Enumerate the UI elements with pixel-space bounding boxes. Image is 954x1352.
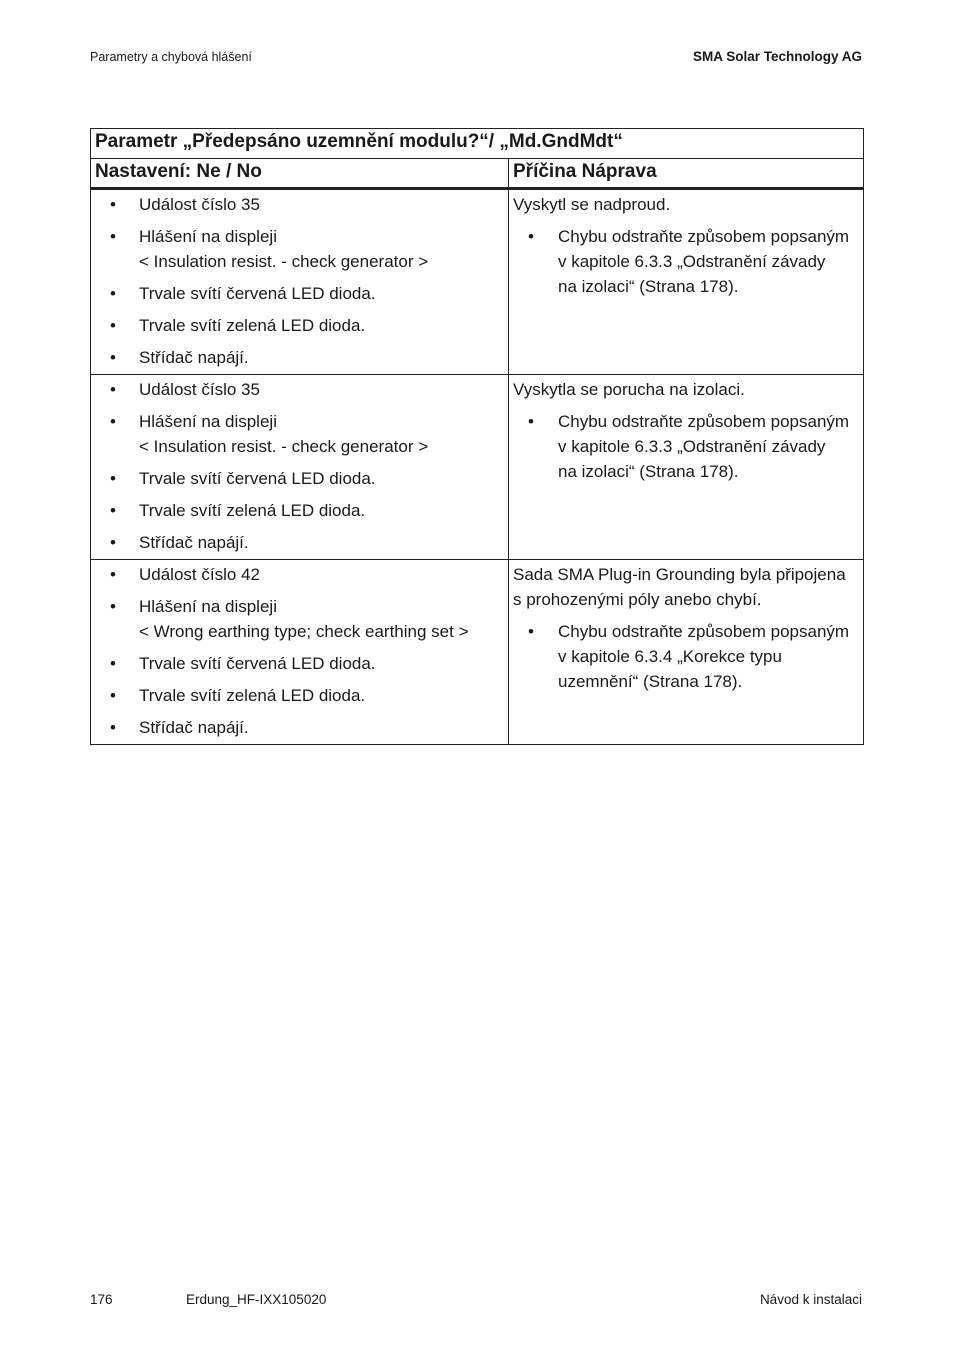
column-header-setting: Nastavení: Ne / No: [91, 159, 509, 189]
page-number: 176: [90, 1292, 113, 1307]
document-title: Návod k instalaci: [759, 1292, 862, 1307]
list-item: • Událost číslo 35: [91, 377, 508, 402]
cause-remedy-cell: [509, 560, 864, 745]
list-item: • Střídač napájí.: [91, 715, 508, 740]
list-item: • Střídač napájí.: [91, 530, 508, 555]
cause-text: Vyskytla se porucha na izolaci.: [513, 380, 745, 399]
header-section-title: Parametry a chybová hlášení: [90, 50, 252, 64]
list-item: • Trvale svítí zelená LED dioda.: [91, 313, 508, 338]
cause-text: Vyskytl se nadproud.: [513, 195, 671, 214]
remedy-item: • Chybu odstraňte způsobem popsaným v kapitole 6.3.3 „Odstranění závady na izolaci“ (Strana 178).: [513, 224, 859, 299]
cause-text: Sada SMA Plug-in Grounding byla připojena s prohozenými póly anebo chybí.: [513, 565, 846, 609]
list-item: • Střídač napájí.: [91, 345, 508, 370]
list-item: • Trvale svítí zelená LED dioda.: [91, 683, 508, 708]
list-item: • Událost číslo 42: [91, 562, 508, 587]
list-item: • Hlášení na displeji < Insulation resist. - check generator >: [91, 224, 508, 274]
cause-remedy-cell: [509, 375, 864, 560]
symptoms-cell: [91, 189, 509, 375]
column-header-cause: Příčina Náprava: [509, 159, 864, 189]
list-item: • Trvale svítí červená LED dioda.: [91, 651, 508, 676]
header-company: SMA Solar Technology AG: [692, 49, 862, 64]
parameter-table: [90, 128, 864, 745]
cause-remedy-cell: [509, 189, 864, 375]
list-item: • Hlášení na displeji < Insulation resist. - check generator >: [91, 409, 508, 459]
list-item: • Trvale svítí červená LED dioda.: [91, 466, 508, 491]
document-code: Erdung_HF-IXX105020: [186, 1292, 327, 1307]
remedy-item: • Chybu odstraňte způsobem popsaným v kapitole 6.3.4 „Korekce typu uzemnění“ (Strana 178).: [513, 619, 859, 694]
table-row: [91, 189, 864, 375]
symptoms-cell: [91, 375, 509, 560]
list-item: • Událost číslo 35: [91, 192, 508, 217]
list-item: • Trvale svítí zelená LED dioda.: [91, 498, 508, 523]
table-title: Parametr „Předepsáno uzemnění modulu?“/ „Md.GndMdt“: [91, 129, 864, 159]
table-row: [91, 375, 864, 560]
table-row: [91, 560, 864, 745]
remedy-item: • Chybu odstraňte způsobem popsaným v kapitole 6.3.3 „Odstranění závady na izolaci“ (Strana 178).: [513, 409, 859, 484]
list-item: • Trvale svítí červená LED dioda.: [91, 281, 508, 306]
list-item: • Hlášení na displeji < Wrong earthing type; check earthing set >: [91, 594, 508, 644]
symptoms-cell: [91, 560, 509, 745]
